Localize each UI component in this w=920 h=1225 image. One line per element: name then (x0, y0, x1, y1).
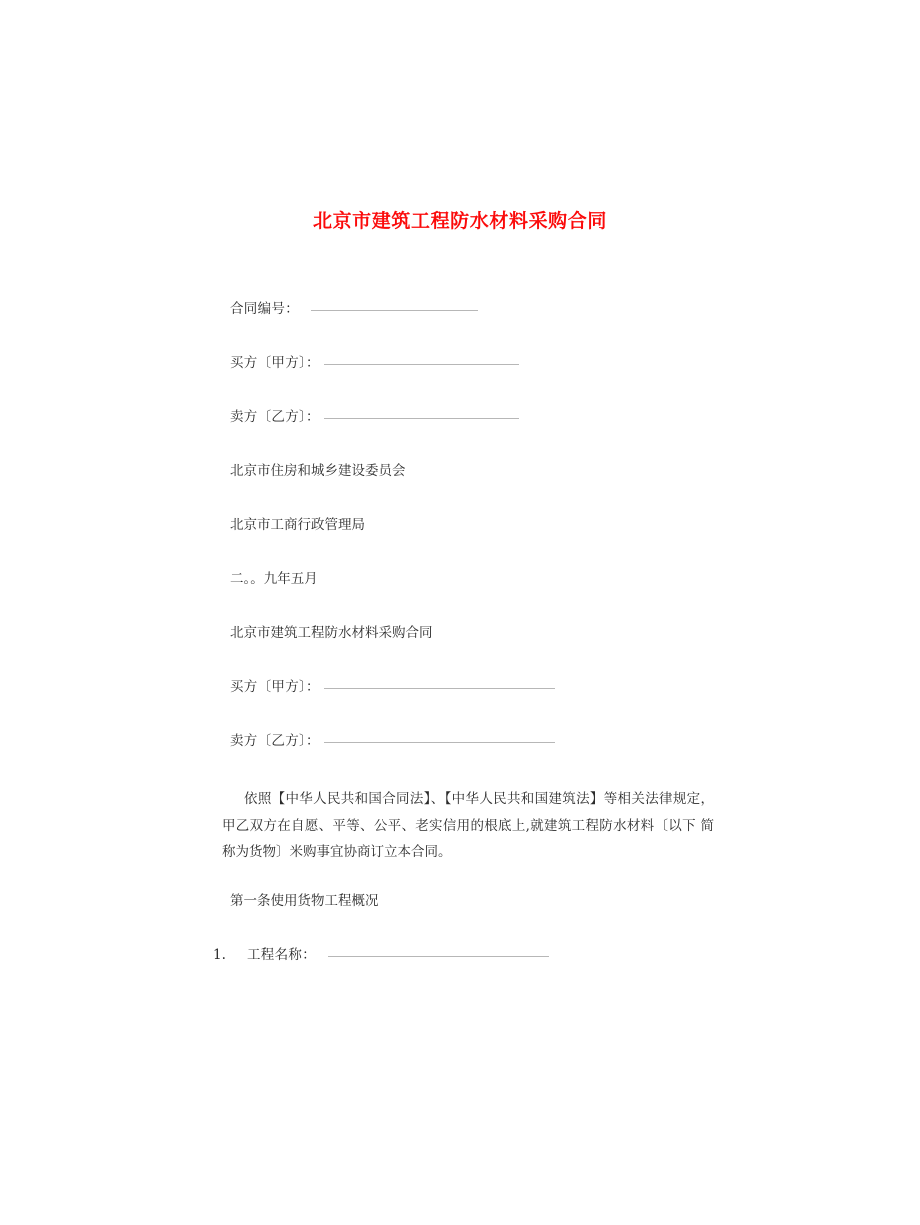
field-buyer-main-label: 买方〔甲方〕： (230, 679, 320, 695)
section-one-heading: 第一条使用货物工程概况 (230, 893, 379, 909)
field-seller-top[interactable] (230, 411, 519, 425)
field-seller-main-label: 卖方〔乙方〕： (230, 733, 320, 749)
field-buyer-main[interactable] (230, 681, 555, 695)
page-title: 北京市建筑工程防水材料采购合同 (312, 210, 607, 232)
field-seller-top-rule[interactable] (324, 418, 519, 419)
field-project-name-rule[interactable] (328, 956, 549, 957)
issuer-line-commerce-bureau: 北京市工商行政管理局 (230, 517, 365, 533)
field-seller-top-label: 卖方〔乙方〕： (230, 409, 320, 425)
field-seller-main-rule[interactable] (324, 742, 555, 743)
field-buyer-main-rule[interactable] (324, 688, 555, 689)
contract-heading: 北京市建筑工程防水材料采购合同 (230, 625, 433, 641)
field-buyer-top-rule[interactable] (324, 364, 519, 365)
list-marker: 1. (213, 947, 226, 963)
issue-date: 二。。九年五月 (230, 571, 318, 587)
field-buyer-top-label: 买方〔甲方〕： (230, 355, 320, 371)
field-contract-number-rule[interactable] (311, 310, 478, 311)
section-one-item-project-name[interactable] (213, 949, 549, 963)
field-contract-number[interactable] (230, 303, 478, 317)
field-contract-number-label: 合同编号： (230, 301, 299, 317)
issuer-line-housing-bureau: 北京市住房和城乡建设委员会 (230, 463, 406, 479)
field-project-name-label: 工程名称： (247, 947, 316, 963)
field-seller-main[interactable] (230, 735, 555, 749)
preamble-paragraph: 依照【中华人民共和国合同法】、【中华人民共和国建筑法】等相关法律规定，甲乙双方在自愿、平等、公平、老实信用的根底上,就建筑工程防水材料〔以下 简称为货物〕米购事宜协商订立本合同。 (222, 791, 714, 860)
field-buyer-top[interactable] (230, 357, 519, 371)
